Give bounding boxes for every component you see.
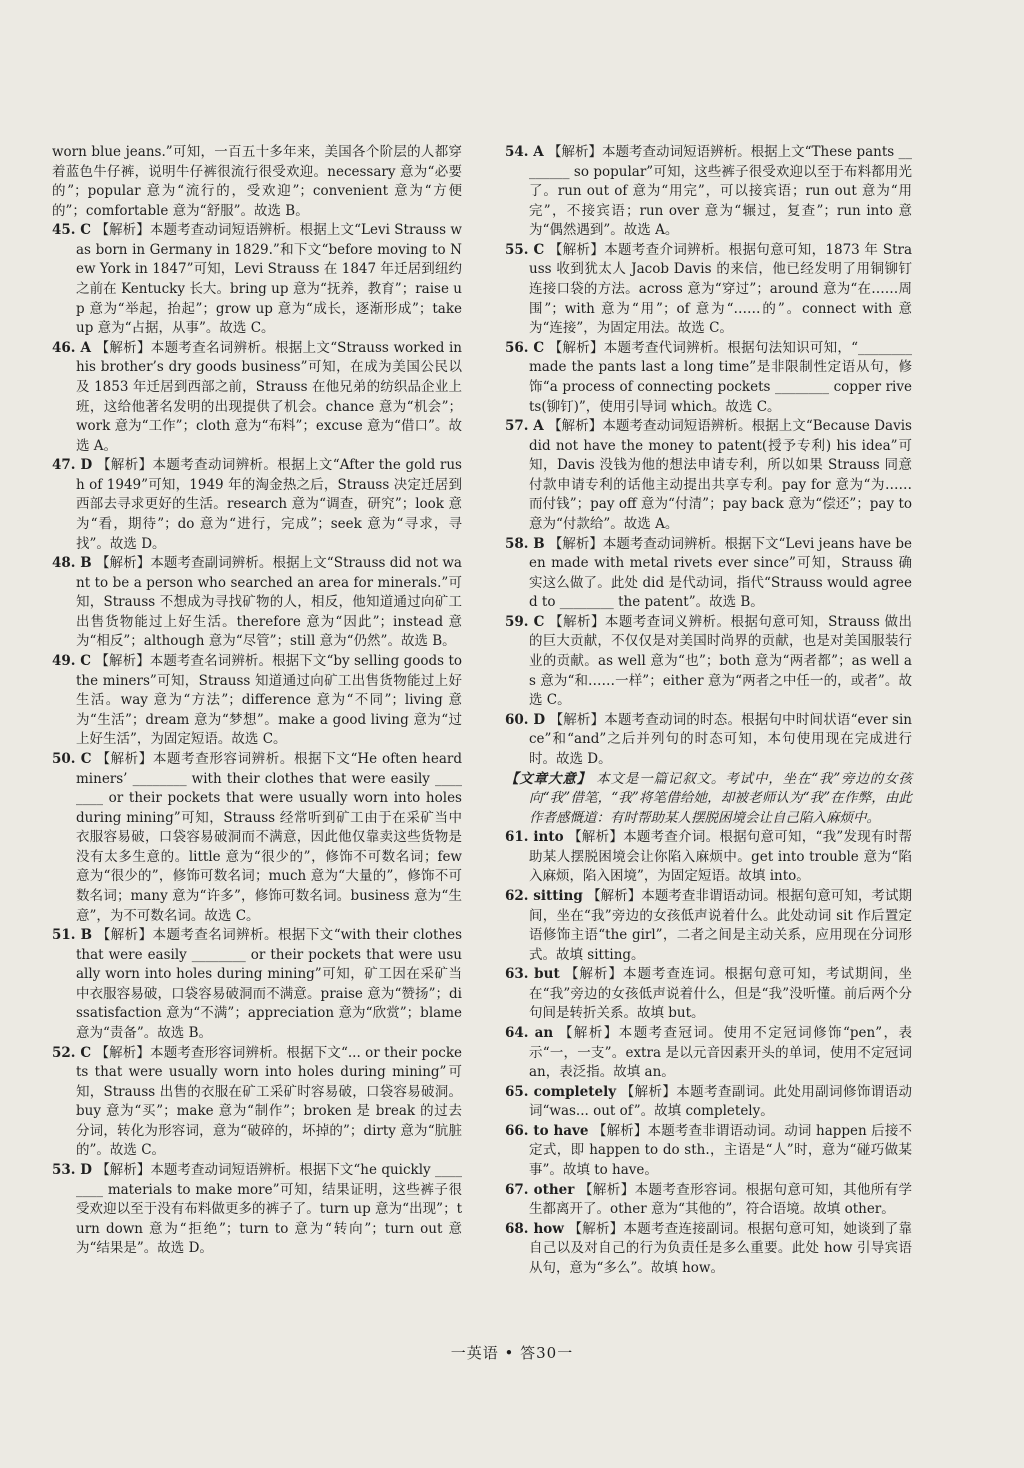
answer-label: 45. C — [52, 222, 92, 239]
answer-explanation: 本文是一篇记叙文。考试中，坐在“我”旁边的女孩向“我”借笔，“我”将笔借给她，却被老师认为“我”在作弊，由此作者感慨道：有时帮助某人摆脱困境会让自己陷入麻烦中。 — [529, 770, 912, 826]
answer-entry — [505, 1181, 912, 1220]
answer-label: 58. B — [505, 535, 545, 552]
answer-label: 49. C — [52, 653, 92, 670]
answer-label: 63. but — [505, 966, 560, 983]
answer-entry — [505, 770, 912, 829]
answer-label: 64. an — [505, 1025, 554, 1042]
answer-explanation: 【解析】本题考查介词辨析。根据句意可知，1873 年 Strauss 收到犹太人 Jacob Davis 的来信，他已经发明了用铜铆钉连接口袋的方法。across 意为“穿过”；around 意为“在……周围”；with 意为“用”；of 意为“……的”。connect with 意为“连接”，为固定用法。故选 C。 — [529, 241, 912, 337]
answer-entry — [52, 554, 462, 652]
answer-explanation: worn blue jeans.”可知，一百五十多年来，美国各个阶层的人都穿着蓝色牛仔裤，说明牛仔裤很流行很受欢迎。necessary 意为“必要的”；popular 意为“流行的，受欢迎”；convenient 意为“方便的”；comfortable 意为“舒服”。故选 B。 — [52, 144, 462, 219]
answer-label: 52. C — [52, 1044, 92, 1061]
answer-entry — [505, 535, 912, 613]
answer-explanation: 【解析】本题考查形容词辨析。根据下文“He often heard miners’ ________ with their clothes that were easily ________ or their pockets that were usually worn into holes during mining”可知，Strauss 经常听到矿工由于在采矿当中衣服容易破，口袋容易破洞而不满意，因此他仅靠卖这些货物是没有太多生意的。little 意为“很少的”，修饰不可数名词；few 意为“很少的”，修饰可数名词；much 意为“大量的”，修饰不可数名词；many 意为“许多”，修饰可数名词。business 意为“生意”，为不可数名词。故选 C。 — [76, 750, 462, 924]
left-column — [52, 143, 462, 1259]
answer-explanation: 【解析】本题考查非谓语动词。根据句意可知，考试期间，坐在“我”旁边的女孩低声说着什么。此处动词 sit 作后置定语修饰主语“the girl”，二者之间是主动关系，应用现在分词形式。故填 sitting。 — [529, 887, 912, 963]
answer-label: 68. how — [505, 1220, 564, 1237]
answer-entry — [52, 143, 462, 221]
answer-label: 【文章大意】 — [505, 770, 592, 787]
answer-entry — [52, 1161, 462, 1259]
answer-label: 47. D — [52, 457, 93, 474]
answer-label: 65. completely — [505, 1083, 617, 1100]
answer-label: 54. A — [505, 144, 544, 160]
answer-label: 66. to have — [505, 1122, 589, 1139]
answer-entry — [505, 1220, 912, 1279]
answer-explanation: 【解析】本题考查动词辨析。根据下文“Levi jeans have been made with metal rivets ever since”可知，Strauss 确实这么做了。此处 did 是代动词，指代“Strauss would agreed to ________ the patent”。故选 B。 — [529, 535, 912, 611]
answer-entry — [505, 417, 912, 534]
answer-explanation: 【解析】本题考查动词短语辨析。根据下文“he quickly ________ materials to make more”可知，结果证明，这些裤子很受欢迎以至于没有布料做更多的裤子了。turn up 意为“出现”；turn down 意为“拒绝”；turn to 意为“转向”；turn out 意为“结果是”。故选 D。 — [76, 1162, 462, 1257]
answer-explanation: 【解析】本题考查介词。根据句意可知，“我”发现有时帮助某人摆脱困境会让你陷入麻烦中。get into trouble 意为“陷入麻烦，陷入困境”，为固定短语。故填 into。 — [529, 829, 913, 885]
answer-label: 61. into — [505, 829, 564, 846]
answer-explanation: 【解析】本题考查副词。此处用副词修饰谓语动词“was... out of”。故填 completely。 — [529, 1083, 913, 1120]
answer-entry — [52, 652, 462, 750]
answer-explanation: 【解析】本题考查非谓语动词。动词 happen 后接不定式，即 happen to do sth.，主语是“人”时，意为“碰巧做某事”。故填 to have。 — [529, 1122, 913, 1179]
answer-explanation: 【解析】本题考查动词的时态。根据句中时间状语“ever since”和“and”之后并列句的时态可知，本句使用现在完成进行时。故选 D。 — [529, 711, 912, 767]
answer-explanation: 【解析】本题考查代词辨析。根据句法知识可知，“________ made the pants last a long time”是非限制性定语从句，修饰“a process of connecting pockets ________ copper rivets(铆钉)”，使用引导词 which。故选 C。 — [529, 339, 913, 415]
answer-explanation: 【解析】本题考查名词辨析。根据下文“by selling goods to the miners”可知，Strauss 知道通过向矿工出售货物能过上好生活。way 意为“方法”；difference 意为“不同”；living 意为“生活”；dream 意为“梦想”。make a good living 意为“过上好生活”，为固定短语。故选 C。 — [76, 653, 462, 748]
answer-explanation: 【解析】本题考查词义辨析。根据句意可知，Strauss 做出的巨大贡献，不仅仅是对美国时尚界的贡献，也是对美国服装行业的贡献。as well 意为“也”；both 意为“两者都”；as well as 意为“和……一样”；either 意为“两者之中任一的，或者”。故选 C。 — [529, 613, 912, 709]
answer-label: 51. B — [52, 927, 93, 944]
answer-explanation: 【解析】本题考查动词短语辨析。根据上文“These pants ________ so popular”可知，这些裤子很受欢迎以至于布料都用光了。run out of 意为“用完”，可以接宾语；run out 意为“用完”，不接宾语；run over 意为“辗过，复查”；run into 意为“偶然遇到”。故选 A。 — [529, 144, 912, 239]
answer-entry — [52, 926, 462, 1043]
answer-entry — [505, 613, 912, 711]
right-column — [505, 143, 912, 1279]
answer-label: 48. B — [52, 555, 92, 572]
answer-entry — [505, 241, 912, 339]
answer-entry — [52, 750, 462, 926]
answer-explanation: 【解析】本题考查连词。根据句意可知，考试期间，坐在“我”旁边的女孩低声说着什么，但是“我”没听懂。前后两个分句间是转折关系。故填 but。 — [529, 966, 912, 1022]
answer-entry — [52, 339, 462, 456]
answer-explanation: 【解析】本题考查名词辨析。根据上文“Strauss worked in his brother’s dry goods business”可知，在成为美国公民以及 1853 年迁居到西部之前，Strauss 在他兄弟的纺织品企业上班，这给他著名发明的出现提供了机会。chance 意为“机会”；work 意为“工作”；cloth 意为“布料”；excuse 意为“借口”。故选 A。 — [76, 339, 463, 454]
answer-label: 56. C — [505, 339, 545, 356]
answer-label: 55. C — [505, 241, 545, 258]
answer-entry — [505, 1024, 912, 1083]
answer-entry — [505, 143, 912, 241]
answer-entry — [52, 456, 462, 554]
answer-entry — [52, 221, 462, 338]
answer-entry — [505, 339, 912, 417]
answer-explanation: 【解析】本题考查形容词辨析。根据下文“... or their pockets that were usually worn into holes during mining”可知，Strauss 出售的衣服在矿工采矿时容易破，口袋容易破洞。buy 意为“买”；make 意为“制作”；broken 是 break 的过去分词，转化为形容词，意为“破碎的，坏掉的”；dirty 意为“肮脏的”。故选 C。 — [76, 1044, 462, 1159]
answer-entry — [505, 1083, 912, 1122]
answer-entry — [505, 828, 912, 887]
answer-explanation: 【解析】本题考查连接副词。根据句意可知，她谈到了靠自己以及对自己的行为负责任是多么重要。此处 how 引导宾语从句，意为“多么”。故填 how。 — [529, 1220, 912, 1276]
answer-label: 59. C — [505, 613, 545, 630]
answer-label: 50. C — [52, 750, 92, 767]
answer-explanation: 【解析】本题考查形容词。根据句意可知，其他所有学生都离开了。other 意为“其他的”，符合语境。故填 other。 — [529, 1181, 913, 1218]
answer-entry — [505, 965, 912, 1024]
answer-explanation: 【解析】本题考查冠词。使用不定冠词修饰“pen”，表示“一，一支”。extra 是以元音因素开头的单词，使用不定冠词 an，表泛指。故填 an。 — [529, 1025, 912, 1081]
page-number: 一英语 • 答30一 — [450, 1344, 574, 1362]
answer-label: 46. A — [52, 339, 91, 356]
answer-entry — [52, 1044, 462, 1161]
answer-entry — [505, 1122, 912, 1181]
answer-label: 60. D — [505, 711, 546, 728]
answer-entry — [505, 887, 912, 965]
answer-explanation: 【解析】本题考查动词辨析。根据上文“After the gold rush of 1949”可知，1949 年的淘金热之后，Strauss 决定迁居到西部去寻求更好的生活。research 意为“调查，研究”；look 意为“看，期待”；do 意为“进行，完成”；seek 意为“寻求，寻找”。故选 D。 — [76, 457, 462, 552]
answer-explanation: 【解析】本题考查动词短语辨析。根据上文“Levi Strauss was born in Germany in 1829.”和下文“before moving to New York in 1847”可知，Levi Strauss 在 1847 年迁居到纽约之前在 Kentucky 长大。bring up 意为“抚养，教育”；raise up 意为“举起，抬起”；grow up 意为“成长，逐渐形成”；take up 意为“占据，从事”。故选 C。 — [76, 222, 462, 337]
answer-explanation: 【解析】本题考查名词辨析。根据下文“with their clothes that were easily ________ or their pockets that were usually worn into holes during mining”可知，矿工因在采矿当中衣服容易破，口袋容易破洞而不满意。praise 意为“赞扬”；dissatisfaction 意为“不满”；appreciation 意为“欣赏”；blame 意为“责备”。故选 B。 — [76, 927, 462, 1042]
answer-entry — [505, 711, 912, 770]
answer-label: 62. sitting — [505, 887, 583, 904]
answer-label: 57. A — [505, 418, 544, 435]
answer-label: 53. D — [52, 1162, 92, 1179]
answer-explanation: 【解析】本题考查动词短语辨析。根据上文“Because Davis did not have the money to patent(授予专利) his idea”可知，Davis 没钱为他的想法申请专利，所以如果 Strauss 同意付款申请专利的话他主动提出共享专利。pay for 意为“为……而付钱”；pay off 意为“付清”；pay back 意为“偿还”；pay to 意为“付款给”。故选 A。 — [529, 418, 912, 532]
answer-label: 67. other — [505, 1181, 575, 1198]
answer-explanation: 【解析】本题考查副词辨析。根据上文“Strauss did not want to be a person who searched an area for minerals.”可知，Strauss 不想成为寻找矿物的人，相反，他知道通过向矿工出售货物能过上好生活。therefore 意为“因此”；instead 意为“相反”；although 意为“尽管”；still 意为“仍然”。故选 B。 — [76, 555, 462, 650]
